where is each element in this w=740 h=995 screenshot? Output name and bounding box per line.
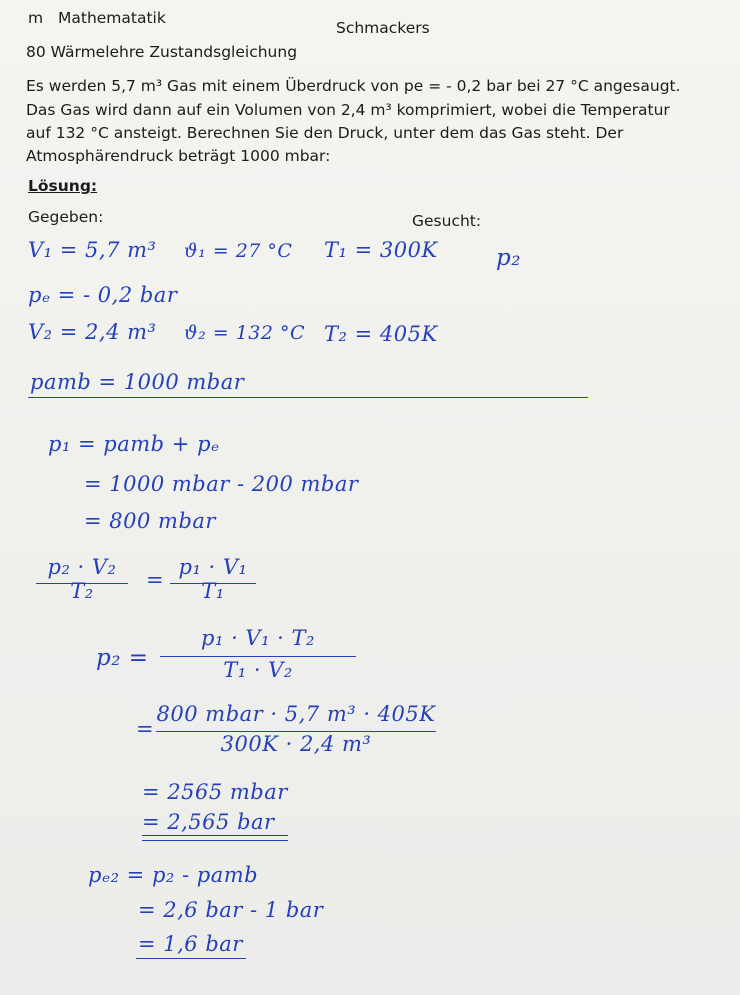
subject-title: Mathematatik bbox=[58, 9, 166, 27]
wanted-p2: p₂ bbox=[496, 245, 521, 271]
task-title: 80 Wärmelehre Zustandsgleichung bbox=[26, 43, 298, 61]
p2-fraction-bar bbox=[160, 656, 356, 657]
eq-equals-sign: = bbox=[146, 568, 165, 592]
result-underline-1 bbox=[142, 835, 288, 836]
p2-label: p₂ = bbox=[96, 645, 149, 671]
pe2-line-1: pₑ₂ = p₂ - pamb bbox=[88, 863, 259, 887]
eq-lhs-fraction bbox=[36, 555, 128, 603]
eq-lhs-fraction-bar bbox=[36, 583, 128, 584]
author-name: Schmackers bbox=[336, 19, 430, 37]
result-mbar: = 2565 mbar bbox=[142, 780, 288, 804]
eq-rhs-fraction-bar bbox=[170, 583, 256, 584]
p2-numerator: p₁ · V₁ · T₂ bbox=[201, 626, 315, 650]
problem-line-1: Es werden 5,7 m³ Gas mit einem Überdruck von pe = - 0,2 bar bei 27 °C angesaugt. bbox=[26, 77, 681, 95]
given-label: Gegeben: bbox=[28, 208, 104, 226]
given-t1: T₁ = 300K bbox=[324, 238, 438, 262]
subject-prefix: m bbox=[28, 9, 44, 27]
p2-fraction bbox=[160, 626, 356, 682]
given-theta1: ϑ₁ = 27 °C bbox=[184, 240, 293, 262]
pe2-line-2: = 2,6 bar - 1 bar bbox=[138, 898, 324, 922]
sub-fraction-bar bbox=[156, 731, 436, 732]
problem-line-2: Das Gas wird dann auf ein Volumen von 2,4 m³ komprimiert, wobei die Temperatur bbox=[26, 101, 670, 119]
wanted-label: Gesucht: bbox=[412, 212, 482, 230]
p2-denominator: T₁ · V₂ bbox=[223, 658, 293, 682]
problem-line-4: Atmosphärendruck beträgt 1000 mbar: bbox=[26, 147, 331, 165]
pe2-underline bbox=[136, 958, 246, 959]
given-v1: V₁ = 5,7 m³ bbox=[28, 238, 157, 262]
pe2-line-3: = 1,6 bar bbox=[138, 932, 243, 956]
sub-fraction bbox=[156, 702, 436, 756]
result-bar: = 2,565 bar bbox=[142, 810, 275, 834]
p1-line-3: = 800 mbar bbox=[84, 509, 216, 533]
sub-numerator: 800 mbar · 5,7 m³ · 405K bbox=[156, 702, 436, 726]
eq-lhs-numerator: p₂ · V₂ bbox=[47, 555, 117, 579]
eq-rhs-numerator: p₁ · V₁ bbox=[178, 555, 248, 579]
problem-line-3: auf 132 °C ansteigt. Berechnen Sie den Druck, unter dem das Gas steht. Der bbox=[26, 124, 624, 142]
sub-denominator: 300K · 2,4 m³ bbox=[220, 732, 372, 756]
given-t2: T₂ = 405K bbox=[324, 322, 438, 346]
given-pe: pₑ = - 0,2 bar bbox=[28, 283, 178, 307]
solution-heading: Lösung: bbox=[28, 177, 98, 195]
given-separator-line bbox=[28, 397, 588, 398]
sub-equals-sign: = bbox=[136, 717, 155, 741]
given-v2: V₂ = 2,4 m³ bbox=[28, 320, 157, 344]
result-underline-2 bbox=[142, 840, 288, 841]
p1-line-2: = 1000 mbar - 200 mbar bbox=[84, 472, 359, 496]
p1-line-1: p₁ = pamb + pₑ bbox=[48, 432, 220, 456]
eq-lhs-denominator: T₂ bbox=[70, 579, 94, 603]
given-theta2: ϑ₂ = 132 °C bbox=[184, 322, 306, 344]
given-pamb: pamb = 1000 mbar bbox=[30, 370, 245, 394]
eq-rhs-fraction bbox=[170, 555, 256, 603]
eq-rhs-denominator: T₁ bbox=[201, 579, 225, 603]
